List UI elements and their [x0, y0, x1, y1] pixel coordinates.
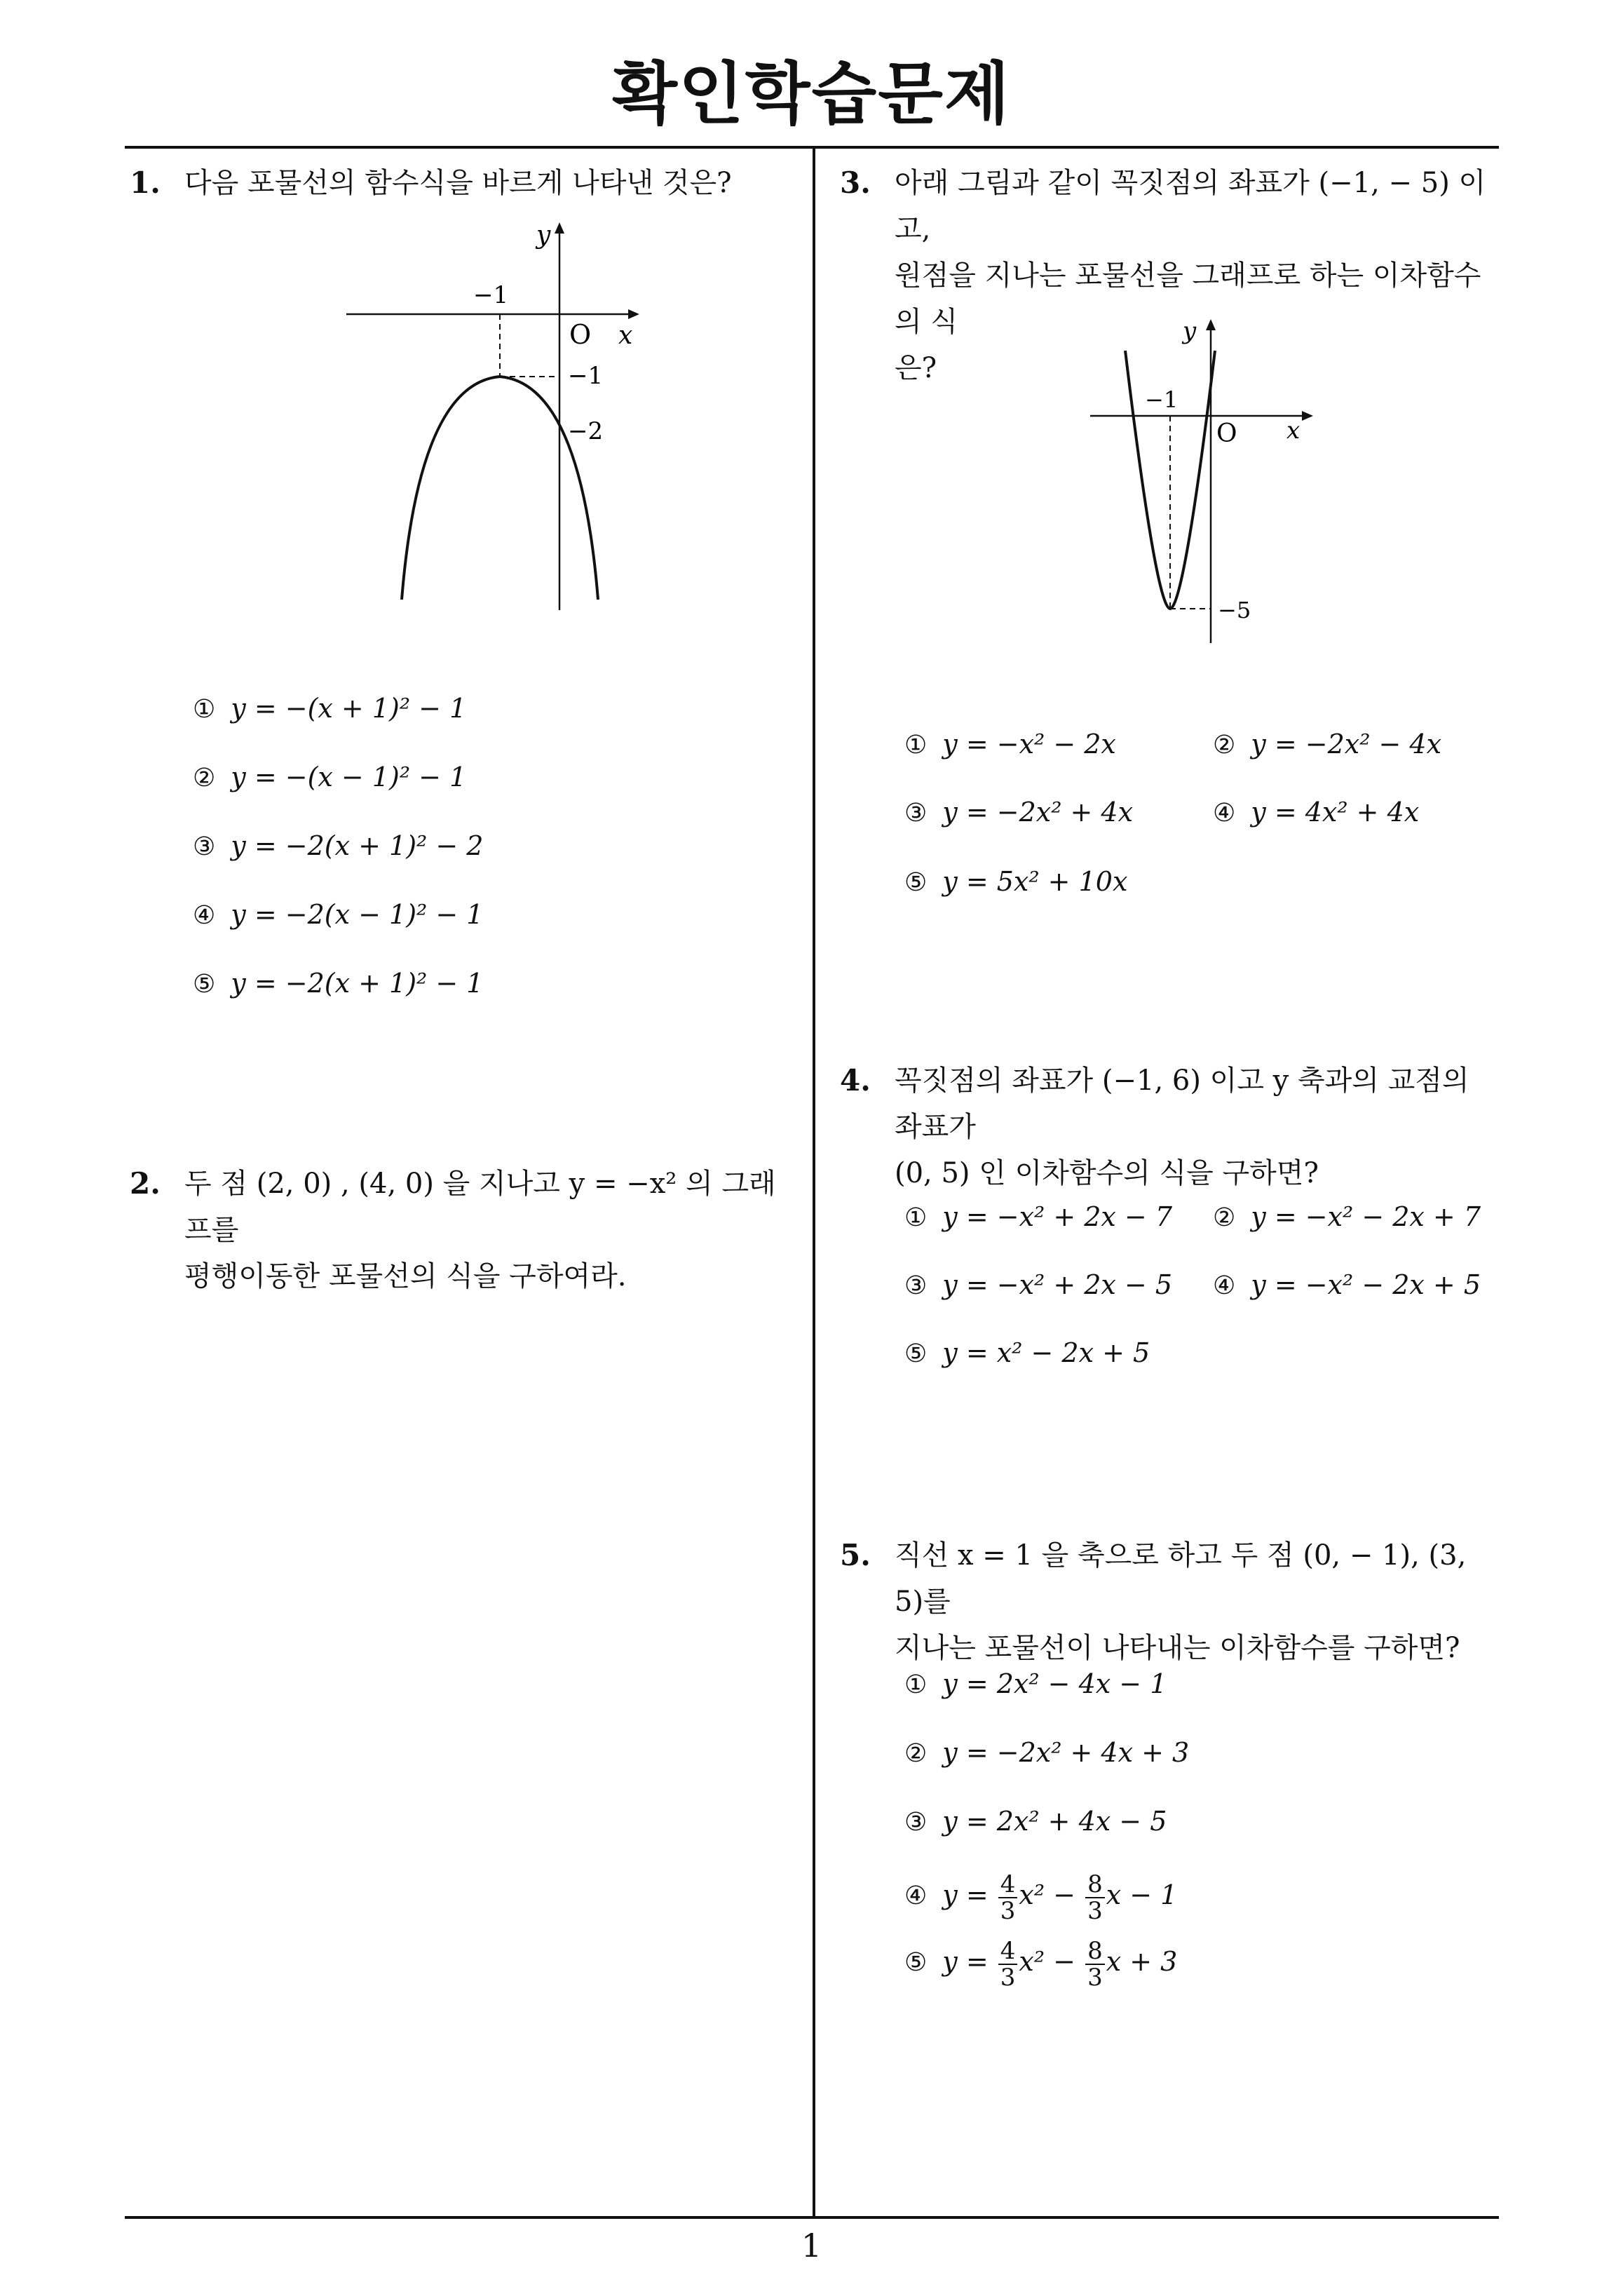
fraction-denominator: 3: [1000, 1896, 1016, 1925]
option-1[interactable]: [904, 1666, 1167, 1703]
option-expr: y = −x² − 2x + 7: [1251, 1201, 1481, 1232]
y-axis-label: y: [1183, 317, 1197, 345]
x-axis-label: x: [618, 321, 633, 350]
option-1[interactable]: [193, 691, 466, 727]
option-expr: y = −2x² + 4x: [942, 797, 1134, 828]
option-mark: ④: [904, 1882, 928, 1910]
option-expr: y = −x² − 2x: [942, 729, 1116, 759]
question-2: [130, 1161, 803, 1299]
option-expr-middle: x² −: [1019, 1879, 1085, 1910]
option-expr: y = −x² − 2x + 5: [1251, 1269, 1481, 1300]
question-number: 2.: [130, 1166, 161, 1201]
option-2[interactable]: [193, 759, 466, 796]
option-mark: ④: [1213, 799, 1236, 828]
option-mark: ③: [193, 832, 216, 861]
option-expr: y = −x² + 2x − 5: [942, 1269, 1173, 1300]
question-text-line: 지나는 포물선이 나타내는 이차함수를 구하면?: [895, 1632, 1460, 1664]
option-expr: y = −(x + 1)² − 1: [231, 693, 467, 724]
question-number: 3.: [840, 166, 871, 200]
option-expr: y = −2(x + 1)² − 2: [231, 830, 484, 861]
option-4[interactable]: [904, 1867, 1177, 1924]
x-tick-label: −1: [1145, 386, 1179, 413]
option-expr: y = x² − 2x + 5: [942, 1337, 1150, 1368]
question-number: 5.: [840, 1538, 871, 1572]
option-mark: ①: [904, 1670, 928, 1699]
option-mark: ③: [904, 799, 928, 828]
fraction-denominator: 3: [1087, 1896, 1103, 1925]
fraction-numerator: 4: [998, 1938, 1018, 1965]
fraction: [998, 1938, 1018, 1990]
option-mark: ①: [904, 731, 928, 759]
option-mark: ①: [193, 695, 216, 724]
option-expr: y = −2x² − 4x: [1251, 729, 1442, 759]
question-text-line: 두 점 (2, 0) , (4, 0) 을 지나고 y = −x² 의 그래프를: [184, 1168, 776, 1246]
x-tick-label: −1: [473, 281, 509, 309]
question-text-line: 직선 x = 1 을 축으로 하고 두 점 (0, − 1), (3, 5)를: [895, 1539, 1467, 1618]
option-mark: ④: [1213, 1271, 1236, 1300]
bottom-rule: [125, 2216, 1499, 2219]
fraction: [998, 1872, 1018, 1924]
option-mark: ⑤: [904, 868, 928, 897]
question-text-line: (0, 5) 인 이차함수의 식을 구하면?: [895, 1157, 1319, 1189]
option-1[interactable]: [904, 1199, 1172, 1236]
option-mark: ①: [904, 1203, 928, 1232]
q1-graph: [337, 221, 659, 614]
option-5[interactable]: [904, 864, 1127, 900]
option-expr: y = −x² + 2x − 7: [942, 1201, 1173, 1232]
option-5[interactable]: [904, 1933, 1177, 1991]
y-axis-label: y: [536, 221, 551, 250]
option-expr: y = 2x² − 4x − 1: [942, 1668, 1167, 1699]
option-3[interactable]: [904, 795, 1133, 831]
option-expr: y = −2(x + 1)² − 1: [231, 968, 484, 999]
origin-label: O: [1216, 419, 1237, 448]
column-divider: [813, 146, 815, 2218]
option-5[interactable]: [904, 1335, 1150, 1372]
option-3[interactable]: [904, 1267, 1172, 1304]
option-expr-middle: x² −: [1019, 1946, 1085, 1977]
y-tick-label: −5: [1218, 597, 1251, 623]
question-number: 4.: [840, 1063, 871, 1098]
option-expr-suffix: x + 3: [1106, 1946, 1178, 1977]
question-text-line: 꼭짓점의 좌표가 (−1, 6) 이고 y 축과의 교점의 좌표가: [895, 1065, 1469, 1143]
question-4: [840, 1058, 1488, 1196]
option-4[interactable]: [1213, 1267, 1481, 1304]
option-2[interactable]: [1213, 727, 1441, 763]
question-number: 1.: [130, 166, 161, 200]
option-3[interactable]: [904, 1804, 1167, 1840]
option-mark: ③: [904, 1271, 928, 1300]
origin-label: O: [569, 319, 592, 350]
fraction-denominator: 3: [1087, 1963, 1103, 1992]
option-expr: y = −2(x − 1)² − 1: [231, 899, 484, 930]
fraction-numerator: 8: [1085, 1938, 1105, 1965]
option-expr: y = 4x² + 4x: [1251, 797, 1420, 828]
option-mark: ⑤: [193, 970, 216, 999]
page-number: 1: [801, 2227, 822, 2264]
question-text-line: 원점을 지나는 포물선을 그래프로 하는 이차함수의 식: [895, 259, 1481, 338]
x-axis-label: x: [1286, 417, 1301, 445]
option-mark: ②: [904, 1739, 928, 1768]
top-rule: [125, 146, 1499, 149]
option-expr: y = 2x² + 4x − 5: [942, 1806, 1167, 1837]
option-mark: ④: [193, 901, 216, 930]
fraction-numerator: 4: [998, 1872, 1018, 1898]
fraction-denominator: 3: [1000, 1963, 1016, 1992]
option-3[interactable]: [193, 828, 483, 865]
option-expr-suffix: x − 1: [1106, 1879, 1178, 1910]
y-tick-label: −2: [568, 417, 604, 445]
option-mark: ⑤: [904, 1339, 928, 1368]
option-expr-prefix: y =: [942, 1879, 997, 1910]
option-5[interactable]: [193, 966, 483, 1002]
option-4[interactable]: [193, 897, 483, 933]
fraction: [1085, 1938, 1105, 1990]
option-expr: y = −2x² + 4x + 3: [942, 1737, 1190, 1768]
question-text-line: 아래 그림과 같이 꼭짓점의 좌표가 (−1, − 5) 이고,: [895, 167, 1486, 245]
option-2[interactable]: [1213, 1199, 1481, 1236]
option-mark: ②: [1213, 1203, 1236, 1232]
option-4[interactable]: [1213, 795, 1419, 831]
page-title: 확인학습문제: [612, 55, 1011, 133]
option-1[interactable]: [904, 727, 1116, 763]
question-5: [840, 1532, 1488, 1671]
fraction: [1085, 1872, 1105, 1924]
option-mark: ③: [904, 1808, 928, 1837]
option-2[interactable]: [904, 1735, 1189, 1771]
option-mark: ②: [193, 764, 216, 792]
y-tick-label: −1: [568, 362, 604, 390]
question-1: [130, 160, 803, 206]
option-mark: ②: [1213, 731, 1236, 759]
question-text: 다음 포물선의 함수식을 바르게 나타낸 것은?: [184, 167, 732, 199]
option-expr: y = −(x − 1)² − 1: [231, 762, 467, 792]
option-expr-prefix: y =: [942, 1946, 997, 1977]
option-mark: ⑤: [904, 1948, 928, 1977]
fraction-numerator: 8: [1085, 1872, 1105, 1898]
q3-graph: [1083, 312, 1329, 649]
question-text-line: 은?: [895, 352, 937, 384]
question-text-line: 평행이동한 포물선의 식을 구하여라.: [184, 1260, 627, 1292]
option-expr: y = 5x² + 10x: [942, 866, 1128, 897]
